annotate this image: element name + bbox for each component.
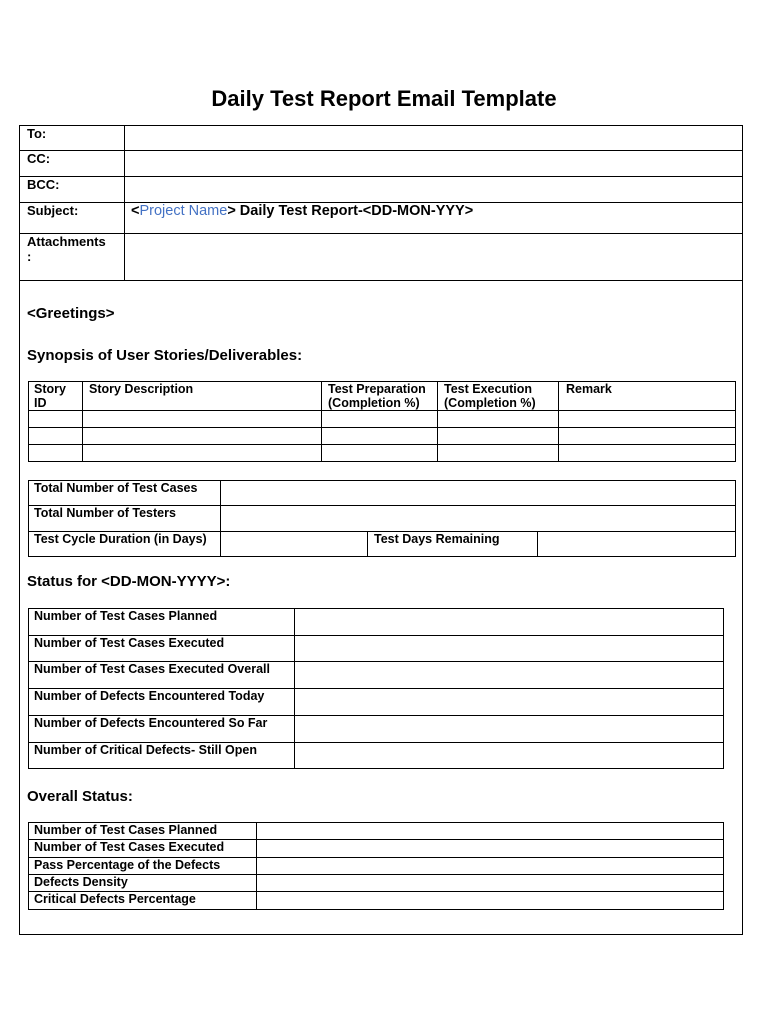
cycle-duration-field[interactable] (221, 532, 367, 556)
greetings-text: <Greetings> (27, 305, 115, 322)
bcc-label: BCC: (27, 177, 60, 192)
overall-row-label: Critical Defects Percentage (34, 892, 196, 906)
attachments-label-text: Attachments (27, 234, 106, 249)
subject-field[interactable] (131, 203, 473, 219)
status-row-label: Number of Defects Encountered Today (34, 689, 265, 703)
status-row-label: Number of Critical Defects- Still Open (34, 743, 257, 757)
col-remark: Remark (566, 382, 612, 396)
status-value-field[interactable] (295, 743, 723, 768)
table-row[interactable] (29, 445, 735, 461)
status-value-field[interactable] (295, 662, 723, 688)
overall-row-label: Defects Density (34, 875, 128, 889)
cc-label: CC: (27, 151, 51, 166)
total-test-cases-label: Total Number of Test Cases (34, 481, 198, 495)
status-row-label: Number of Test Cases Planned (34, 609, 218, 623)
subject-open: < (131, 203, 140, 219)
cc-field[interactable] (126, 151, 741, 175)
overall-row-label: Pass Percentage of the Defects (34, 858, 221, 872)
subject-rest: > Daily Test Report-<DD-MON-YYY> (227, 203, 474, 219)
overall-value-field[interactable] (257, 823, 723, 839)
project-name-placeholder: Project Name (139, 203, 228, 219)
total-testers-label: Total Number of Testers (34, 506, 176, 520)
cycle-duration-label: Test Cycle Duration (in Days) (34, 532, 207, 546)
overall-value-field[interactable] (257, 858, 723, 874)
attachments-label (27, 234, 106, 264)
status-value-field[interactable] (295, 609, 723, 635)
status-row-label: Number of Test Cases Executed Overall (34, 662, 270, 676)
col-test-preparation: Test Preparation (Completion %) (328, 382, 426, 410)
divider (742, 125, 743, 935)
overall-value-field[interactable] (257, 875, 723, 891)
table-row[interactable] (29, 411, 735, 427)
divider (19, 280, 743, 281)
status-value-field[interactable] (295, 689, 723, 715)
status-value-field[interactable] (295, 716, 723, 742)
col-story-description: Story Description (89, 382, 194, 396)
divider (19, 125, 20, 935)
overall-heading: Overall Status: (27, 788, 133, 805)
days-remaining-field[interactable] (538, 532, 735, 556)
overall-row-label: Number of Test Cases Executed (34, 840, 225, 854)
subject-label: Subject: (27, 203, 79, 218)
bcc-field[interactable] (126, 177, 741, 201)
col-story-id: Story ID (34, 382, 66, 410)
synopsis-heading: Synopsis of User Stories/Deliverables: (27, 347, 303, 364)
table-row[interactable] (29, 428, 735, 444)
divider (19, 934, 743, 935)
total-testers-field[interactable] (221, 506, 735, 530)
page-title: Daily Test Report Email Template (211, 86, 557, 111)
overall-value-field[interactable] (257, 840, 723, 857)
attachments-label-colon: : (27, 249, 32, 264)
status-heading: Status for <DD-MON-YYYY>: (27, 573, 231, 590)
status-value-field[interactable] (295, 636, 723, 661)
overall-row-label: Number of Test Cases Planned (34, 823, 218, 837)
days-remaining-label: Test Days Remaining (374, 532, 500, 546)
status-row-label: Number of Defects Encountered So Far (34, 716, 268, 730)
to-field[interactable] (126, 126, 741, 150)
status-row-label: Number of Test Cases Executed (34, 636, 225, 650)
overall-value-field[interactable] (257, 892, 723, 909)
to-label: To: (27, 126, 47, 141)
col-test-execution: Test Execution (Completion %) (444, 382, 536, 410)
attachments-field[interactable] (126, 234, 741, 279)
total-test-cases-field[interactable] (221, 481, 735, 505)
